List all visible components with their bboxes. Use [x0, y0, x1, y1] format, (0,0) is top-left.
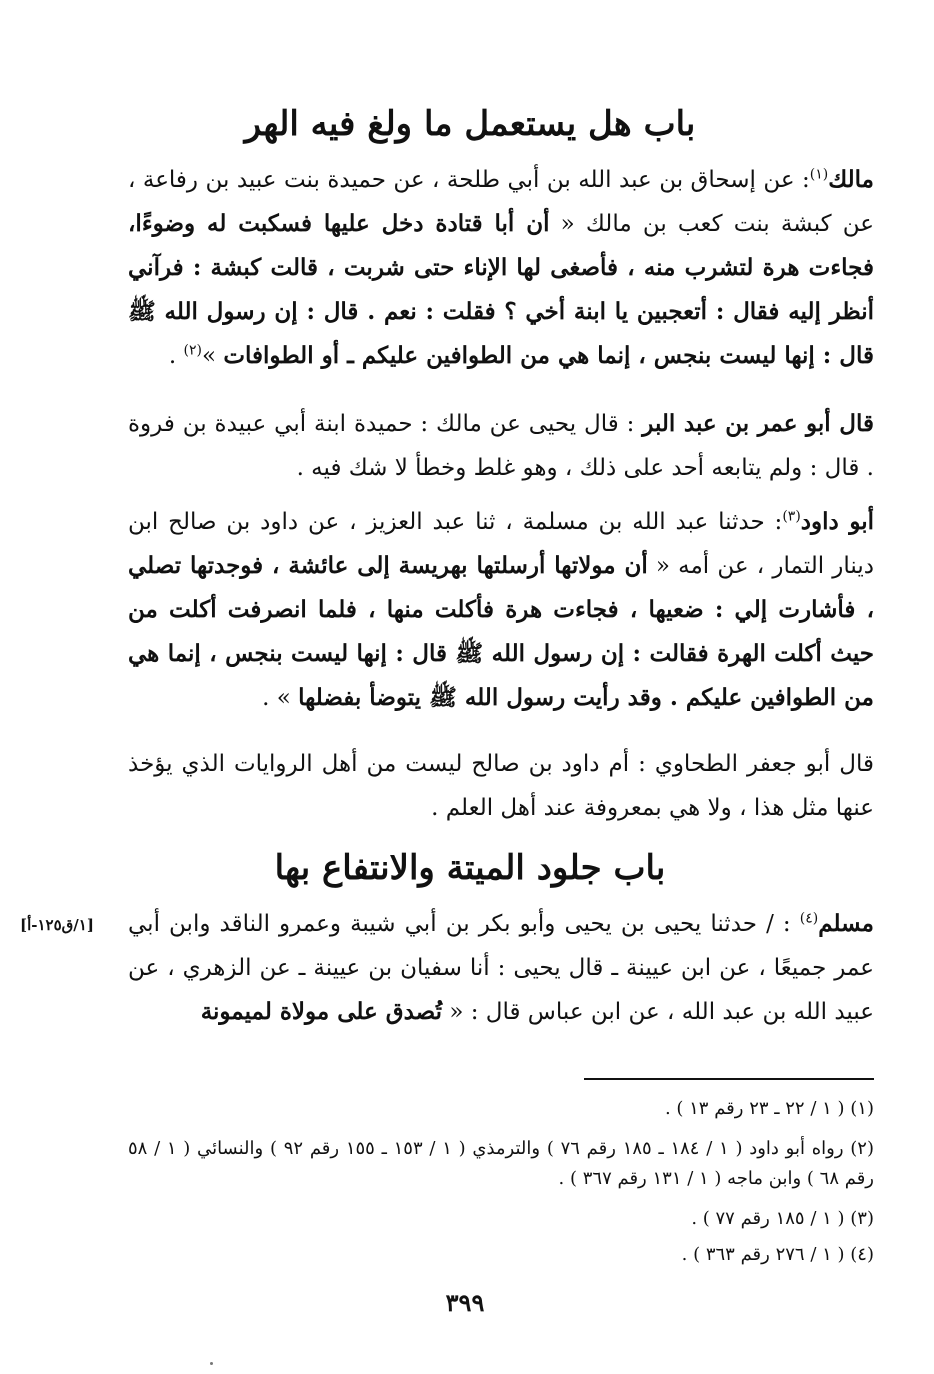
matn-text: تُصدق على مولاة لميمونة: [200, 998, 443, 1025]
footnote-ref[interactable]: (١): [809, 166, 829, 183]
footnote-2: (٢) رواه أبو داود ( ١ / ١٨٤ ـ ١٨٥ رقم ٧٦ ) والترمذي ( ١ / ١٥٣ ـ ١٥٥ رقم ٩٢ ) والنسائي ( ١ / ٥٨ رقم ٦٨ ) وابن ماجه ( ١ / ١٣١ رقم ٣٦٧ ) .: [128, 1138, 874, 1189]
chapter-heading: باب هل يستعمل ما ولغ فيه الهر: [244, 104, 696, 144]
manuscript-folio-ref: [١/ق١٢٥-أ]: [20, 916, 94, 934]
footnote-ref[interactable]: (٢): [183, 342, 202, 359]
quote-close: » .: [262, 685, 299, 711]
footnote-3: (٣) ( ١ / ١٨٥ رقم ٧٧ ) .: [691, 1208, 874, 1229]
period: .: [168, 343, 184, 369]
matn-text: أن مولاتها أرسلتها بهريسة إلى عائشة ، فوجدتها تصلي ، فأشارت إلي : ضعيها ، فجاءت هرة فأكلت منها ، فلما انصرفت أكلت من حيث أكلت الهرة فقالت : إن رسول الله ﷺ قال : إنها ليست بنجس ، إنما هي من الطوافين عليكم . وقد رأيت رسول الله ﷺ يتوضأ بفضلها: [128, 552, 874, 711]
narrator-name: مسلم: [818, 910, 874, 937]
footnote-4: (٤) ( ١ / ٢٧٦ رقم ٣٦٣ ) .: [681, 1244, 874, 1265]
isnad-text: : عن إسحاق بن عبد الله بن أبي طلحة ، عن حميدة بنت عبيد بن رفاعة ، عن كبشة بنت كعب بن مالك «: [128, 167, 875, 237]
page-number: ٣٩٩: [445, 1288, 485, 1317]
commentator-name: قال أبو عمر بن عبد البر: [642, 410, 875, 437]
commentary-ibn-abd-al-barr: [128, 402, 874, 490]
footnote-ref[interactable]: (٣): [782, 508, 801, 525]
narrator-name: مالك: [828, 166, 874, 193]
commentary-text: : قال يحيى عن مالك : حميدة ابنة أبي عبيدة بن فروة . قال : ولم يتابعه أحد على ذلك ، وهو غلط وخطأ لا شك فيه .: [128, 411, 874, 481]
hadith-paragraph-muslim: [128, 902, 874, 1034]
isnad-text: : حدثنا عبد الله بن مسلمة ، ثنا عبد العزيز ، عن داود بن صالح ابن دينار التمار ، عن أمه «: [128, 509, 874, 579]
commentary-tahawi: قال أبو جعفر الطحاوي : أم داود بن صالح ليست من أهل الروايات الذي يؤخذ عنها مثل هذا ، ولا هي بمعروفة عند أهل العلم .: [128, 751, 874, 821]
scan-speck: [210, 1362, 213, 1365]
hadith-paragraph-malik: [128, 158, 874, 378]
narrator-name: أبو داود: [800, 508, 874, 535]
hadith-paragraph-abu-dawud: [128, 500, 874, 720]
chapter-heading: باب جلود الميتة والانتفاع بها: [274, 848, 666, 888]
footnote-1: (١) ( ١ / ٢٢ ـ ٢٣ رقم ١٣ ) .: [664, 1098, 874, 1119]
matn-text: أن أبا قتادة دخل عليها فسكبت له وضوءًا، فجاءت هرة لتشرب منه ، فأصغى لها الإناء حتى شربت ، قالت كبشة : فرآني أنظر إليه فقال : أتعجبين يا ابنة أخي ؟ فقلت : نعم . قال : إن رسول الله ﷺ قال : إنها ليست بنجس ، إنما هي من الطوافين عليكم ـ أو الطوافات: [128, 210, 874, 369]
quote-close: »: [202, 343, 224, 369]
isnad-text: : / حدثنا يحيى بن يحيى وأبو بكر بن أبي شيبة وعمرو الناقد وابن أبي عمر جميعًا ، عن ابن عيينة ـ قال يحيى : أنا سفيان بن عيينة ـ عن الزهري ، عن عبيد الله بن عبد الله ، عن ابن عباس قال : «: [128, 911, 874, 1025]
footnote-ref[interactable]: (٤): [799, 910, 819, 927]
footnote-divider: [584, 1078, 874, 1080]
